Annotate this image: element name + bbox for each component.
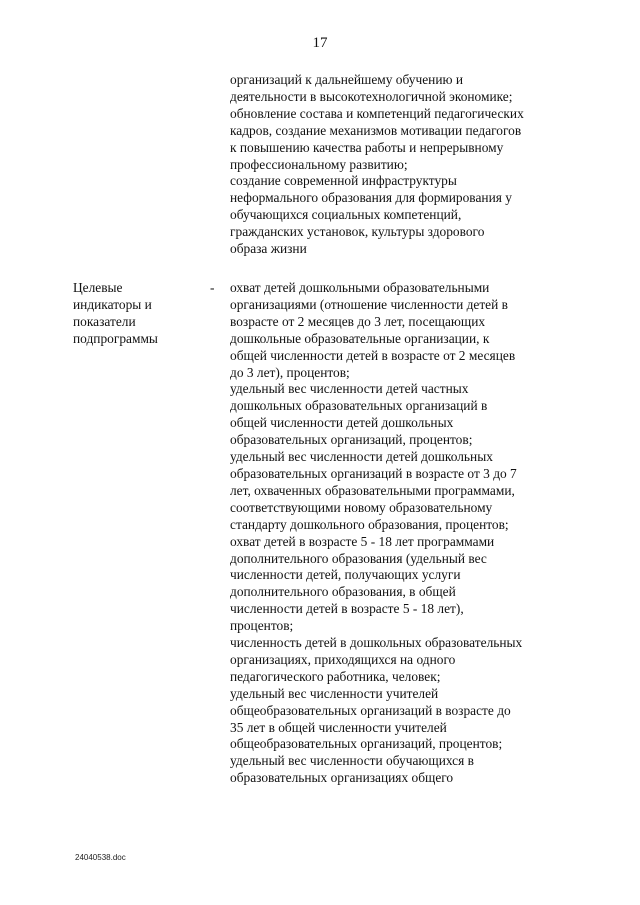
text-line: возрасте от 2 месяцев до 3 лет, посещающих	[230, 313, 486, 329]
text-line: организациями (отношение численности детей в	[230, 296, 508, 312]
text-line: лет, охваченных образовательными программами,	[230, 482, 515, 498]
text-line: организациях, приходящихся на одного	[230, 651, 456, 667]
text-line: соответствующими новому образовательному	[230, 499, 493, 515]
text-line: профессиональному развитию;	[230, 156, 408, 172]
text-line: организаций к дальнейшему обучению и	[230, 72, 464, 87]
continuation-text	[230, 72, 580, 258]
text-line: общеобразовательных организаций, процентов;	[230, 736, 503, 752]
text-line: гражданских установок, культуры здорового	[230, 224, 485, 240]
text-line: удельный вес численности учителей	[230, 685, 439, 701]
text-line: дошкольных образовательных организаций в	[230, 398, 488, 414]
text-line: педагогического работника, человек;	[230, 668, 441, 684]
label-line: подпрограммы	[73, 330, 158, 346]
page-number: 17	[312, 35, 328, 51]
text-line: дополнительного образования, в общей	[230, 584, 456, 600]
text-line: неформального образования для формирования у	[230, 190, 512, 206]
section-label	[73, 280, 203, 348]
text-line: дошкольные образовательные организации, к	[230, 330, 490, 346]
text-line: удельный вес численности обучающихся в	[230, 753, 474, 769]
text-line: удельный вес численности детей дошкольных	[230, 449, 493, 465]
text-line: обновление состава и компетенций педагогических	[230, 105, 524, 121]
text-line: до 3 лет), процентов;	[230, 364, 350, 380]
text-line: общей численности детей в возрасте от 2 месяцев	[230, 347, 516, 363]
text-line: охват детей в возрасте 5 - 18 лет программами	[230, 533, 495, 549]
footer-file-name: 24040538.doc	[75, 853, 126, 862]
text-line: деятельности в высокотехнологичной экономике;	[230, 88, 513, 104]
text-line: охват детей дошкольными образовательными	[230, 280, 490, 295]
label-line: показатели	[73, 313, 136, 329]
section-content	[230, 280, 580, 787]
text-line: образа жизни	[230, 241, 307, 257]
label-line: индикаторы и	[73, 296, 152, 312]
text-line: кадров, создание механизмов мотивации педагогов	[230, 122, 522, 138]
text-line: образовательных организациях общего	[230, 770, 454, 786]
text-line: численности детей в возрасте 5 - 18 лет),	[230, 601, 464, 617]
text-line: образовательных организаций в возрасте от 3 до 7	[230, 465, 517, 481]
label-line: Целевые	[73, 280, 123, 295]
text-line: стандарту дошкольного образования, процентов;	[230, 516, 509, 532]
text-line: к повышению качества работы и непрерывному	[230, 139, 504, 155]
text-line: общей численности детей дошкольных	[230, 415, 454, 431]
text-line: дополнительного образования (удельный вес	[230, 550, 487, 566]
text-line: образовательных организаций, процентов;	[230, 432, 473, 448]
text-line: 35 лет в общей численности учителей	[230, 719, 447, 735]
text-line: обучающихся социальных компетенций,	[230, 207, 462, 223]
text-line: процентов;	[230, 618, 294, 634]
text-line: удельный вес численности детей частных	[230, 381, 469, 397]
text-line: численности детей, получающих услуги	[230, 567, 461, 583]
text-line: численность детей в дошкольных образовательных	[230, 635, 523, 651]
text-line: создание современной инфраструктуры	[230, 173, 457, 189]
text-line: общеобразовательных организаций в возрасте до	[230, 702, 511, 718]
label-dash: -	[210, 280, 215, 295]
